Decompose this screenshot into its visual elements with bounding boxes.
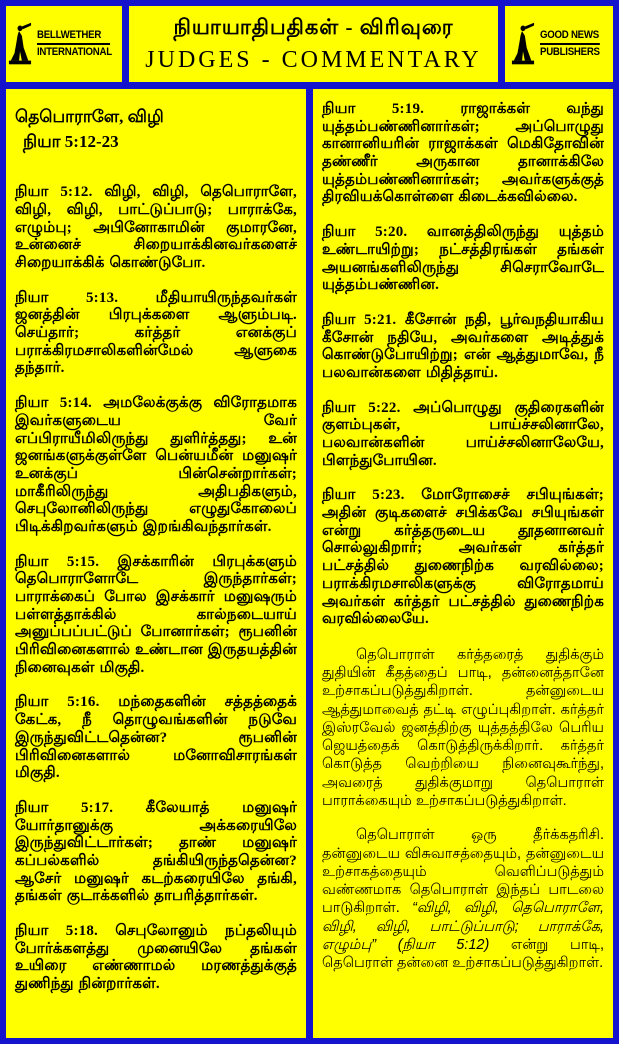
section-heading-title: தெபொராளே, விழி (15, 107, 164, 126)
verse-paragraph: நியா 5:23. மோரோசைச் சபியுங்கள்; அதின் குடிகளைச் சபிக்கவே சபியுங்கள் என்று கர்த்தருடைய தூதனானவர் சொல்லுகிறார்; அவர்கள் கர்த்தர் பட்சத்தில் துணைநிற்க வரவில்லை; பராக்கிரமசாலிகளுக்கு விரோதமாய் அவர்கள் கர்த்தர் பட்சத்தில் துணைநிற்க வரவில்லையே. (322, 487, 604, 628)
verse-paragraph: நியா 5:18. செபுலோனும் நப்தலியும் போர்க்களத்து முனையிலே தங்கள் உயிரை எண்ணாமல் மரணத்துக்குத் துணிந்து நின்றார்கள். (15, 923, 297, 993)
section-heading (15, 105, 297, 154)
section-heading-ref: நியா 5:12-23 (23, 131, 119, 151)
verse-paragraph: நியா 5:16. மந்தைகளின் சத்தத்தைக் கேட்க, நீ தொழுவங்களின் நடுவே இருந்துவிட்டதென்ன? ரூபனின் பிரிவினைகளால் மனோவிசாரங்கள் மிகுதி. (15, 694, 297, 782)
commentary-paragraph: தெபொராள் கர்த்தரைத் துதிக்கும் துதியின் கீதத்தைப் பாடி, தன்னைத்தானே உற்சாகப்படுத்துகிறாள். தன்னுடைய ஆத்துமாவைத் தட்டி எழுப்புகிறாள். கர்த்தர் இஸ்ரவேல் ஜனத்திற்கு யுத்தத்திலே பெரிய ஜெயத்தைக் கொடுத்திருக்கிறார். கர்த்தர் கொடுத்த வெற்றியை நினைவுகூர்ந்து, அவரைத் துதிக்குமாறு தெபொராள் பாராக்கையும் உற்சாகப்படுத்துகிறாள். (322, 646, 604, 809)
verse-paragraph: நியா 5:20. வானத்திலிருந்து யுத்தம் உண்டாயிற்று; நட்சத்திரங்கள் தங்கள் அயனங்களிலிருந்து சிசெராவோடே யுத்தம்பண்ணின. (322, 224, 604, 294)
verse-paragraph: நியா 5:17. கீலேயாத் மனுஷர் யோர்தானுக்கு அக்கரையிலே இருந்துவிட்டார்கள்; தாண் மனுஷர் கப்பல்களில் தங்கியிருந்ததென்ன? ஆசேர் மனுஷர் கடற்கரையிலே தங்கி, தங்கள் குடாக்களில் தாபரித்தார்கள். (15, 799, 297, 905)
verse-paragraph: நியா 5:19. ராஜாக்கள் வந்து யுத்தம்பண்ணினார்கள்; அப்பொழுது கானானியரின் ராஜாக்கள் மெகிதோவின் தண்ணீர் அருகான தானாக்கிலே யுத்தம்பண்ணினார்கள்; அவர்களுக்குத் திரவியக்கொள்ளை கிடைக்கவில்லை. (322, 101, 604, 206)
verse-paragraph: நியா 5:12. விழி, விழி, தெபொராளே, விழி, விழி, பாட்டுப்பாடு; பாராக்கே, எழும்பு; அபினோகாமின் குமாரனே, உன்னைச் சிறையாக்கினவர்களைச் சிறையாக்கிக் கொண்டுபோ. (15, 184, 297, 272)
commentary-quote: “விழி, விழி, தெபொராளே, விழி, விழி, பாட்டுப்பாடு; பாராக்கே, எழும்பு” (நியா 5:12) (322, 900, 604, 953)
verse-paragraph: நியா 5:14. அமலேக்குக்கு விரோதமாக இவர்களுடைய வேர் எப்பிராயீமிலிருந்து துளிர்த்தது; உன் ஜனங்களுக்குள்ளே பென்யமீன் மனுஷர் உனக்குப் பின்சென்றார்கள்; மாகீரிலிருந்து அதிபதிகளும், செபுலோனிலிருந்து எழுதுகோலைப் பிடிக்கிறவர்களும் இறங்கிவந்தார்கள். (15, 395, 297, 535)
bellwether-logo-text (37, 28, 120, 60)
bellwether-logo (6, 6, 122, 82)
right-verse-list (322, 101, 604, 629)
commentary-text: என்று பாடி, தெபெராள் தன்னை உற்சாகப்படுத்துகிறாள். (322, 936, 604, 972)
page-title-tamil: நியாயாதிபதிகள் - விரிவுரை (173, 14, 454, 39)
logo-line: GOOD NEWS (540, 28, 600, 45)
page-title-english: JUDGES - COMMENTARY (145, 46, 482, 73)
verse-paragraph: நியா 5:13. மீதியாயிருந்தவர்கள் ஜனத்தின் பிரபுக்களை ஆளும்படி. செய்தார்; கர்த்தர் எனக்குப் பராக்கிரமசாலிகளின்மேல் ஆளுகை தந்தார். (15, 289, 297, 377)
goodnews-logo (505, 6, 613, 82)
statue-icon (511, 22, 535, 66)
verse-paragraph: நியா 5:21. கீசோன் நதி, பூர்வநதியாகிய கீசோன் நதியே, அவர்களை அடித்துக் கொண்டுபோயிற்று; என் ஆத்துமாவே, நீ பலவான்களை மிதித்தாய். (322, 311, 604, 381)
commentary-paragraph (322, 826, 604, 972)
logo-line: BELLWETHER (37, 28, 110, 45)
goodnews-logo-text (540, 28, 608, 60)
statue-icon (8, 22, 32, 66)
title-box (129, 6, 498, 82)
verse-paragraph: நியா 5:15. இசக்காரின் பிரபுக்களும் தெபொராளோடே இருந்தார்கள்; பாராக்கைப் போல இசக்கார் மனுஷரும் பள்ளத்தாக்கில் கால்நடையாய் அனுப்பப்பட்டுப் போனார்கள்; ரூபனின் பிரிவினைகளால் உண்டான இருதயத்தின் நினைவுகள் மிகுதி. (15, 553, 297, 676)
page-body (6, 89, 613, 1038)
verse-paragraph: நியா 5:22. அப்பொழுது குதிரைகளின் குளம்புகள், பாய்ச்சலினாலே, பலவான்களின் பாய்ச்சலினாலேயே, பிளந்துபோயின. (322, 399, 604, 469)
left-verse-list (15, 184, 297, 994)
right-column (313, 89, 613, 1038)
logo-line: INTERNATIONAL (37, 46, 112, 58)
logo-line: PUBLISHERS (539, 46, 600, 58)
left-column (6, 89, 306, 1038)
header (6, 6, 613, 82)
commentary-text: தெபொராள் ஒரு தீர்க்கதரிசி. தன்னுடைய விசுவாசத்தையும், தன்னுடைய உற்சாகத்தையும் வெளிப்படுத்தும் வண்ணமாக தெபொராள் இந்தப் பாடலை பாடுகிறாள். (322, 827, 604, 917)
